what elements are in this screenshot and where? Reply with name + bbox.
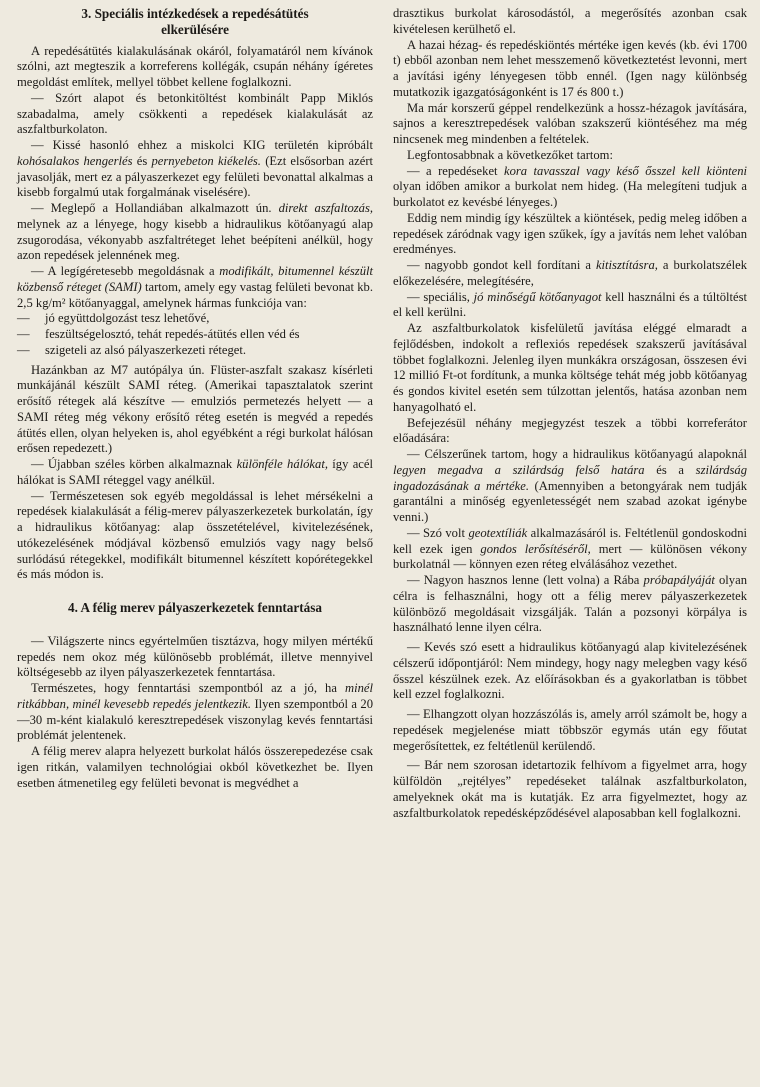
paragraph-m7: Hazánkban az M7 autópálya ún. Flüster-aszfalt szakasz kísérleti munkájánál készült SAMI réteg. (Amerikai tapasztalatok szerint erősítő rétegek alá készítve — emulziós permetezés helyett — a SAMI réteg még vékony erősítő réteg esetén is megvéd a repedés átütés ellen, olyan helyeken is, ahol egyébként a régi burkolat hálósan erősen repedezett.) — [17, 362, 373, 456]
section-3-heading-line-1: 3. Speciális intézkedések a repedésátütés — [81, 6, 309, 21]
emphasis-test-track: próbapályáját — [643, 573, 715, 587]
emphasis-strength-upper: legyen megadva a szilárdság felső határa — [393, 462, 645, 477]
paragraph-joint-filling: A hazai hézag- és repedéskiöntés mértéke igen kevés (kb. évi 1700 t) ebből azonban nem lehet messzemenő következtetést levonni, mert a javítási igény lényegesen több ennél. (Igen nagy különbség mutatkozik igazgatóságonként is 17 és 800 t.) — [393, 37, 747, 99]
paragraph-papp-patent: — Szórt alapot és betonkitöltést kombinált Papp Miklós szabadalma, amely csökkenti a repedések kialakulását az aszfaltburkolaton. — [17, 90, 373, 137]
paragraph-continuation: drasztikus burkolat károsodástól, a megerősítés azonban csak kivételesen kerülhető el. — [393, 6, 747, 36]
left-column — [17, 6, 373, 791]
emphasis-anchoring: gondos lerősítéséről, — [480, 541, 591, 556]
paragraph-construction-timing: — Kevés szó esett a hidraulikus kötőanyagú alap kivitelezésének célszerű időpontjáról: Nem mindegy, hogy nagy melegben vagy késő ősszel készülnek ezek. Az előírásokban és a gyakorlatban is többet kell ezzel foglalkozni. — [393, 640, 747, 702]
paragraph-so-far: Eddig nem mindig így készültek a kiöntések, pedig meleg időben a repedések záródnak vagy igen szűkek, így a javítás nem lehet valóban eredményes. — [393, 210, 747, 257]
emphasis-fewer-cracks: minél ritkábban, minél kevesebb repedés jelentkezik. — [17, 681, 373, 711]
paragraph-spring-autumn: — a repedéseket kora tavasszal vagy késő ősszel kell kiönteni olyan időben amikor a burkolat nem hideg. (Ha melegíteni tudjuk a burkolatot ez kevésbé lényeges.) — [393, 163, 748, 209]
emphasis-cleaning: kitisztításra, — [595, 258, 658, 272]
paragraph-strength-limit: — Célszerűnek tartom, hogy a hidraulikus kötőanyagú alapoknál legyen megadva a szilárdság felső határa és a szilárdság ingadozásának a mértéke. (Amennyiben a betongyárak nem tudják garantálni a minőség egyenletességét nem szabad azokat igénybe venni.) — [393, 447, 747, 524]
section-3-heading-line-2: elkerülésére — [161, 21, 229, 37]
emphasis-strength-variation: szilárdság ingadozásának a mértéke. — [393, 462, 747, 493]
paragraph-worldwide: — Világszerte nincs egyértelműen tisztázva, hogy milyen mértékű repedés nem okoz még különösebb problémát, illetve mennyivel költségesebb az ilyen pályaszerkezetek fenntartása. — [17, 633, 373, 680]
right-column — [393, 6, 747, 821]
paragraph-small-repairs: Az aszfaltburkolatok kisfelületű javítása eléggé elmaradt a fejlődésben, indokolt a reflexiós repedések szakszerű javításával többet foglalkozni. Jelenleg ilyen munkákra országosan, összesen évi 12 millió Ft-ot fordítunk, a munka költsége tehát még jobb kötőanyag és gondos kivitel esetén sem túlzottan jelentős, hatása azonban nem hanyagolható el. — [393, 321, 747, 414]
list-item: — szigeteli az alsó pályaszerkezeti réteget. — [17, 343, 373, 359]
list-item: — feszültségelosztó, tehát repedés-átütés ellen véd és — [17, 327, 373, 343]
emphasis-binder: jó minőségű kötőanyagot — [473, 289, 602, 304]
paragraph-meshes: — Újabban széles körben alkalmaznak különféle hálókat, így acél hálókat is SAMI réteggel vagy anélkül. — [17, 457, 373, 487]
emphasis-pernyebeton: pernyebeton kiékelés. — [151, 153, 261, 168]
paragraph-geotextiles: — Szó volt geotextíliák alkalmazásáról is. Feltétlenül gondoskodni kell ezek igen gondos lerősítéséről, mert — különösen vékony burkolatnál — könnyen ezen réteg elválásához vezethet. — [393, 525, 747, 572]
paragraph-cleaning: — nagyobb gondot kell fordítani a kitisztításra, a burkolatszélek előkezelésére, melegítésére, — [393, 258, 747, 288]
paragraph-kig: — Kissé hasonló ehhez a miskolci KIG területén kipróbált kohósalakos hengerlés és pernyebeton kiékelés. (Ezt elsősorban azért javasolják, mert ez a pályaszerkezet egy felületi bevonattal alkalmas a kisebb forgalmú utak forgalmának viselésére). — [17, 138, 374, 200]
section-3-heading — [17, 6, 373, 38]
paragraph-maintenance: Természetes, hogy fenntartási szempontból az a jó, ha minél ritkábban, minél kevesebb repedés jelentkezik. Ilyen szempontból a 20—30 m-ként kialakuló keresztrepedések viszonylag kevés fenntartási problémát jelentenek. — [17, 681, 373, 743]
paragraph-mesh-cracking: A félig merev alapra helyezett burkolat hálós összerepedezése csak igen ritkán, valamilyen technológiai okból következhet be. Ilyen esetben átmenetileg egy felületi bevonat is megvédhet a — [17, 744, 373, 790]
emphasis-kohosalakos: kohósalakos hengerlés — [17, 153, 133, 168]
paragraph-intro: A repedésátütés kialakulásának okáról, folyamatáról nem kívánok szólni, azt megteszik a korreferens kollégák, csupán néhány ígéretes megoldást említek, mellyel többet kellene foglalkozni. — [17, 43, 373, 89]
emphasis-sami: modifikált, bitumennel készült közbenső réteget (SAMI) — [17, 264, 373, 294]
paragraph-sami: — A legígéretesebb megoldásnak a modifikált, bitumennel készült közbenső réteget (SAMI) tartom, amely egy vastag felületi bevonat kb. 2,5 kg/m² kötőanyaggal, amelynek hármas funkciója van: — [17, 264, 373, 310]
paragraph-raba: — Nagyon hasznos lenne (lett volna) a Rába próbapályáját olyan célra is felhasználni, hogy ott a félig merev pályaszerkezetek különböző megoldásait vizsgálják. Talán a pozsonyi körpálya is használható lenne ilyen célra. — [393, 573, 747, 635]
emphasis-timing: kora tavasszal vagy késő ősszel kell kiönteni — [504, 163, 748, 178]
paragraph-conclusion: Befejezésül néhány megjegyzést teszek a többi korreferátor előadására: — [393, 415, 747, 446]
sami-function-list — [17, 311, 373, 358]
paragraph-machines: Ma már korszerű géppel rendelkezünk a hossz-hézagok javítására, sajnos a keresztrepedések valóban szakszerű kiöntéséhez ma még nincsenek meg mindenben a feltételek. — [393, 100, 747, 146]
emphasis-geotextiles: geotextíliák — [468, 525, 528, 540]
paragraph-mysterious-cracks: — Bár nem szorosan idetartozik felhívom a figyelmet arra, hogy külföldön „rejtélyes” repedéseket találnak aszfaltburkolaton, amelyeknek okát ma is kutatják. Ez arra figyelmeztet, hogy az aszfaltburkolatok repedésképződésével alaposabban kell foglalkozni. — [393, 758, 747, 820]
emphasis-meshes: különféle hálókat, — [236, 457, 328, 471]
list-item: — jó együttdolgozást tesz lehetővé, — [17, 311, 373, 327]
paragraph-binder: — speciális, jó minőségű kötőanyagot kell használni és a túltöltést el kell kerülni. — [393, 289, 747, 320]
paragraph-most-important: Legfontosabbnak a következőket tartom: — [407, 147, 613, 162]
paragraph-other-solutions: — Természetesen sok egyéb megoldással is lehet mérsékelni a repedések kialakulását a félig-merev pályaszerkezetek burkolatán, így a hidraulikus kötőanyag: alap összetételével, kivitelezésének, utókezelésének módjával közbenső emulziós vagy nagy belső surlódású rétegekkel, modifikált bitumennel készített kopórétegekkel és más módon is. — [17, 488, 373, 582]
emphasis-direct-asphalt: direkt aszfaltozás, — [278, 201, 373, 215]
paragraph-direct-asphalt: — Meglepő a Hollandiában alkalmazott ún. direkt aszfaltozás, melynek az a lényege, hogy kisebb a hidraulikus kötőanyagú alap zsugorodása, vékonyabb aszfaltréteget lehet beépíteni anélkül, hogy azon repedések jelennének meg. — [17, 201, 373, 263]
section-4-heading: 4. A félig merev pályaszerkezetek fenntartása — [68, 600, 322, 615]
paragraph-repeated-reinforcement: — Elhangzott olyan hozzászólás is, amely arról számolt be, hogy a repedések megjelenése miatt többször egymás után egy főutat megerősítettek, ez feltétlenül kerülendő. — [393, 707, 747, 753]
